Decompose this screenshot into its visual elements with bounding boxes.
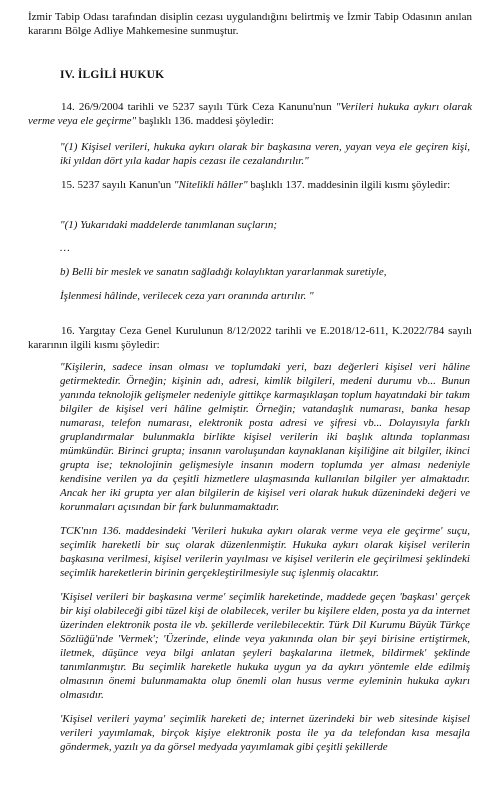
quote-yargitay-para-3: 'Kişisel verileri bir başkasına verme' seçimlik hareketinde, maddede geçen 'başkası' gerçek bir kişi olabileceği gibi tüzel kişi de olabilecek, veriler bu kişilere elden, posta ya da internet üzerinden elektronik posta ile vb. şekillerde verilebilecektir. Türk Dil Kurumu Büyük Türkçe Sözlüğü'nde 'Vermek'; 'Üzerinde, elinde veya yakınında olan bir şeyi birisine ertiştirmek, iletmek, düşünce veya bilgi anlatan şeyleri başkalarına iletmek, bildirmek' şeklinde tanımlanmıştır. Bu seçimlik hareketle hukuka uygun ya da aykırı yöntemle elde edilmiş olmasının önemi bulunmamakta olup önemli olan husus verme eyleminin hukuka aykırı olmasıdır. <box>60 591 470 701</box>
paragraph-14-tail: başlıklı 136. maddesi şöyledir: <box>136 115 274 127</box>
paragraph-14-title: "Verileri hukuka aykırı olarak verme veya ele geçirme" <box>28 101 472 127</box>
paragraph-15-tail: başlıklı 137. maddesinin ilgili kısmı şöyledir: <box>247 179 451 191</box>
quote-article-136: "(1) Kişisel verileri, hukuka aykırı olarak bir başkasına veren, yayan veya ele geçiren kişi, iki yıldan dört yıla kadar hapis cezası ile cezalandırılır." <box>60 141 470 167</box>
quote-yargitay-para-4: 'Kişisel verileri yayma' seçimlik hareketi de; internet üzerindeki bir web sitesinde kişisel verileri yayımlamak, birçok kişiye elektronik posta ile ya da telefondan kısa mesajla göndermek, yazılı ya da görsel medyada yayımlamak gibi çeşitli şekillerde <box>60 713 470 753</box>
paragraph-15-lead: 15. 5237 sayılı Kanun'un <box>61 179 174 191</box>
paragraph-14 <box>28 100 472 128</box>
quote-yargitay-para-1: "Kişilerin, sadece insan olması ve toplumdaki yeri, bazı değerleri kişisel veri hâline getirmektedir. Örneğin; kişinin adı, adresi, kimlik bilgileri, medeni durumu vb... Bunun yanında teknolojik gelişmeler nedeniyle gittikçe karmaşıklaşan toplum hayatındaki bir takım bilgiler de kişisel veri hâline gelmiştir. Örneğin; vatandaşlık numarası, banka hesap numarası, telefon numarası, elektronik posta adresi ve şifresi vb... Dolayısıyla farklı gruplandırmalar bulunmakla birlikte kişisel verilerin iki başlık altında toplanması mümkündür. Birinci grupta; insanın varoluşundan kaynaklanan kişiliğine ait bilgiler, ikinci grupta ise; teknolojinin gelişmesiyle insanın modern toplumda yer alması nedeniyle kendisine verilen ya da çeşitli hizmetlere ulaşmasında kullanılan bilgiler yer almaktadır. Ancak her iki grupta yer alan bilgilerin de kişisel veri olarak hukuk düzenindeki değeri ve korunmaları açısından bir fark bulunmamaktadır. <box>60 361 470 513</box>
quote-article-137-line-last: İşlenmesi hâlinde, verilecek ceza yarı oranında artırılır. " <box>60 290 314 302</box>
section-heading: IV. İLGİLİ HUKUK <box>60 69 165 81</box>
quote-yargitay-para-2: TCK'nın 136. maddesindeki 'Verileri hukuka aykırı olarak verme veya ele geçirme' suçu, seçimlik hareketli bir suç olarak düzenlenmiştir. Hukuka aykırı olarak kişisel verilerin başkasına verilmesi, kişisel verilerin yayılması ve kişisel verilerin ele geçirilmesi şeklindeki seçimlik hareketlerin birinin gerçekleştirilmesiyle suç işlenmiş olacaktır. <box>60 525 470 579</box>
paragraph-15-title: "Nitelikli hâller" <box>173 179 248 191</box>
quote-article-137-line-1: "(1) Yukarıdaki maddelerde tanımlanan suçların; <box>60 219 278 231</box>
quote-article-137-ellipsis: … <box>60 242 70 254</box>
quote-article-137-line-b: b) Belli bir meslek ve sanatın sağladığı kolaylıktan yararlanmak suretiyle, <box>60 266 387 278</box>
paragraph-16: 16. Yargıtay Ceza Genel Kurulunun 8/12/2022 tarihli ve E.2018/12-611, K.2022/784 sayılı kararının ilgili kısmı şöyledir: <box>28 325 472 351</box>
intro-paragraph: İzmir Tabip Odası tarafından disiplin cezası uygulandığını belirtmiş ve İzmir Tabip Odasının anılan kararını Bölge Adliye Mahkemesine sunmuştur. <box>28 11 472 37</box>
quote-yargitay-decision <box>60 360 470 754</box>
paragraph-15 <box>28 178 472 192</box>
paragraph-14-lead: 14. 26/9/2004 tarihli ve 5237 sayılı Türk Ceza Kanunu'nun <box>61 101 336 113</box>
